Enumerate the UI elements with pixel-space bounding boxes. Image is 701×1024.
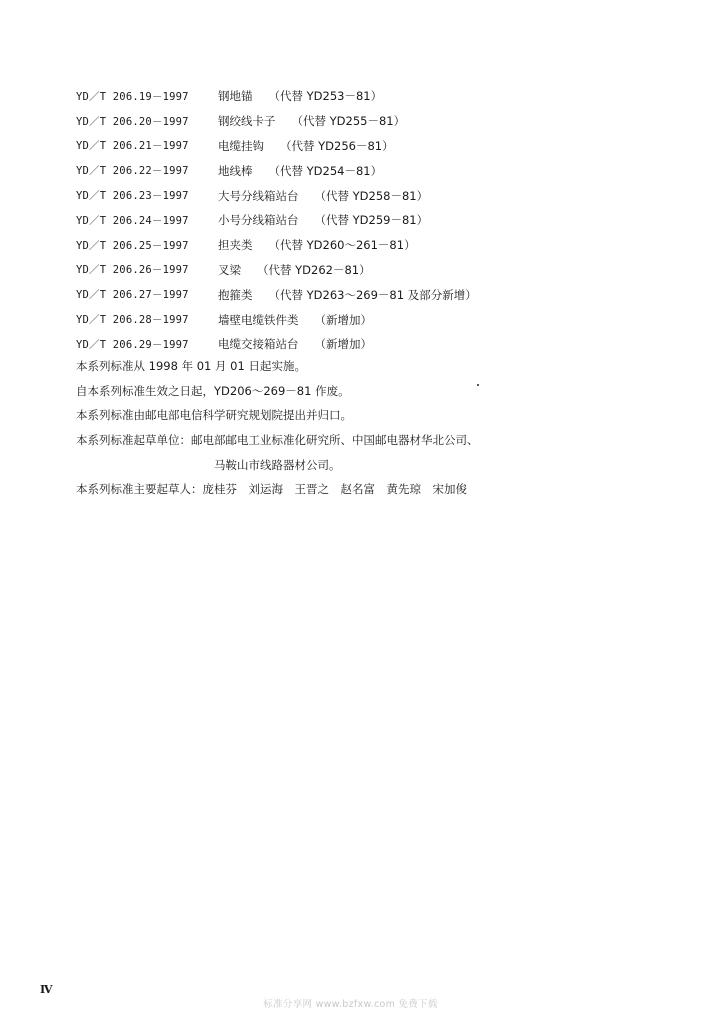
standard-row xyxy=(76,84,676,109)
standard-name: 地线棒 xyxy=(218,163,253,178)
standard-note: （代替 YD258－81） xyxy=(314,188,429,203)
standard-name: 电缆交接箱站台 xyxy=(218,337,299,352)
standard-name: 电缆挂钩 xyxy=(218,138,264,153)
standard-name: 钢绞线卡子 xyxy=(218,114,276,129)
standard-row xyxy=(76,183,676,208)
standard-note: （代替 YD262－81） xyxy=(257,262,371,277)
standard-code: YD／T 206.20－1997 xyxy=(76,115,189,128)
standard-note: （代替 YD260～261－81） xyxy=(268,238,416,253)
standard-row xyxy=(76,134,676,159)
standard-row xyxy=(76,109,676,134)
drafting-units-note: 本系列标准起草单位：邮电部邮电工业标准化研究所、中国邮电器材华北公司、 xyxy=(76,433,479,448)
standard-note: （代替 YD253－81） xyxy=(268,89,383,104)
standard-row xyxy=(76,233,676,258)
standard-name: 大号分线箱站台 xyxy=(218,188,299,203)
standard-name: 小号分线箱站台 xyxy=(218,213,299,228)
standard-code: YD／T 206.28－1997 xyxy=(76,314,189,327)
standard-name: 钢地锚 xyxy=(218,89,253,104)
standard-code: YD／T 206.26－1997 xyxy=(76,264,189,277)
standard-row xyxy=(76,208,676,233)
standard-note: （新增加） xyxy=(314,337,372,352)
standard-note: （代替 YD255－81） xyxy=(291,114,406,129)
standard-name: 墙壁电缆铁件类 xyxy=(218,312,299,327)
standard-code: YD／T 206.23－1997 xyxy=(76,190,189,203)
standards-list xyxy=(76,84,676,357)
standard-row xyxy=(76,158,676,183)
standard-note: （代替 YD256－81） xyxy=(280,138,394,153)
standard-code: YD／T 206.25－1997 xyxy=(76,239,189,252)
standard-code: YD／T 206.21－1997 xyxy=(76,140,189,153)
drafting-units-continued: 马鞍山市线路器材公司。 xyxy=(214,457,341,472)
standard-code: YD／T 206.29－1997 xyxy=(76,338,189,351)
standard-note: （代替 YD259－81） xyxy=(314,213,429,228)
standard-code: YD／T 206.19－1997 xyxy=(76,90,189,103)
standard-name: 担夹类 xyxy=(218,238,253,253)
standard-row xyxy=(76,282,676,307)
standard-code: YD／T 206.27－1997 xyxy=(76,289,189,302)
page-number: Ⅳ xyxy=(40,983,53,996)
standard-name: 叉梁 xyxy=(218,262,241,277)
scan-speck xyxy=(477,384,479,386)
standard-note: （代替 YD263～269－81 及部分新增） xyxy=(268,287,477,302)
standard-code: YD／T 206.24－1997 xyxy=(76,214,189,227)
effective-date-note: 本系列标准从 1998 年 01 月 01 日起实施。 xyxy=(76,359,306,374)
standard-row xyxy=(76,258,676,283)
standard-notes xyxy=(76,354,676,502)
abolish-note: 自本系列标准生效之日起，YD206～269－81 作废。 xyxy=(76,383,350,398)
standard-name: 抱箍类 xyxy=(218,287,253,302)
watermark-text: 标准分享网 www.bzfxw.com 免费下载 xyxy=(263,999,438,1010)
proposer-note: 本系列标准由邮电部电信科学研究规划院提出并归口。 xyxy=(76,408,352,423)
standard-note: （代替 YD254－81） xyxy=(268,163,383,178)
standard-note: （新增加） xyxy=(314,312,372,327)
drafters-note: 本系列标准主要起草人：庞桂芬 刘运海 王晋之 赵名富 黄先琼 宋加俊 xyxy=(76,482,467,497)
standard-code: YD／T 206.22－1997 xyxy=(76,165,189,178)
standard-row xyxy=(76,307,676,332)
